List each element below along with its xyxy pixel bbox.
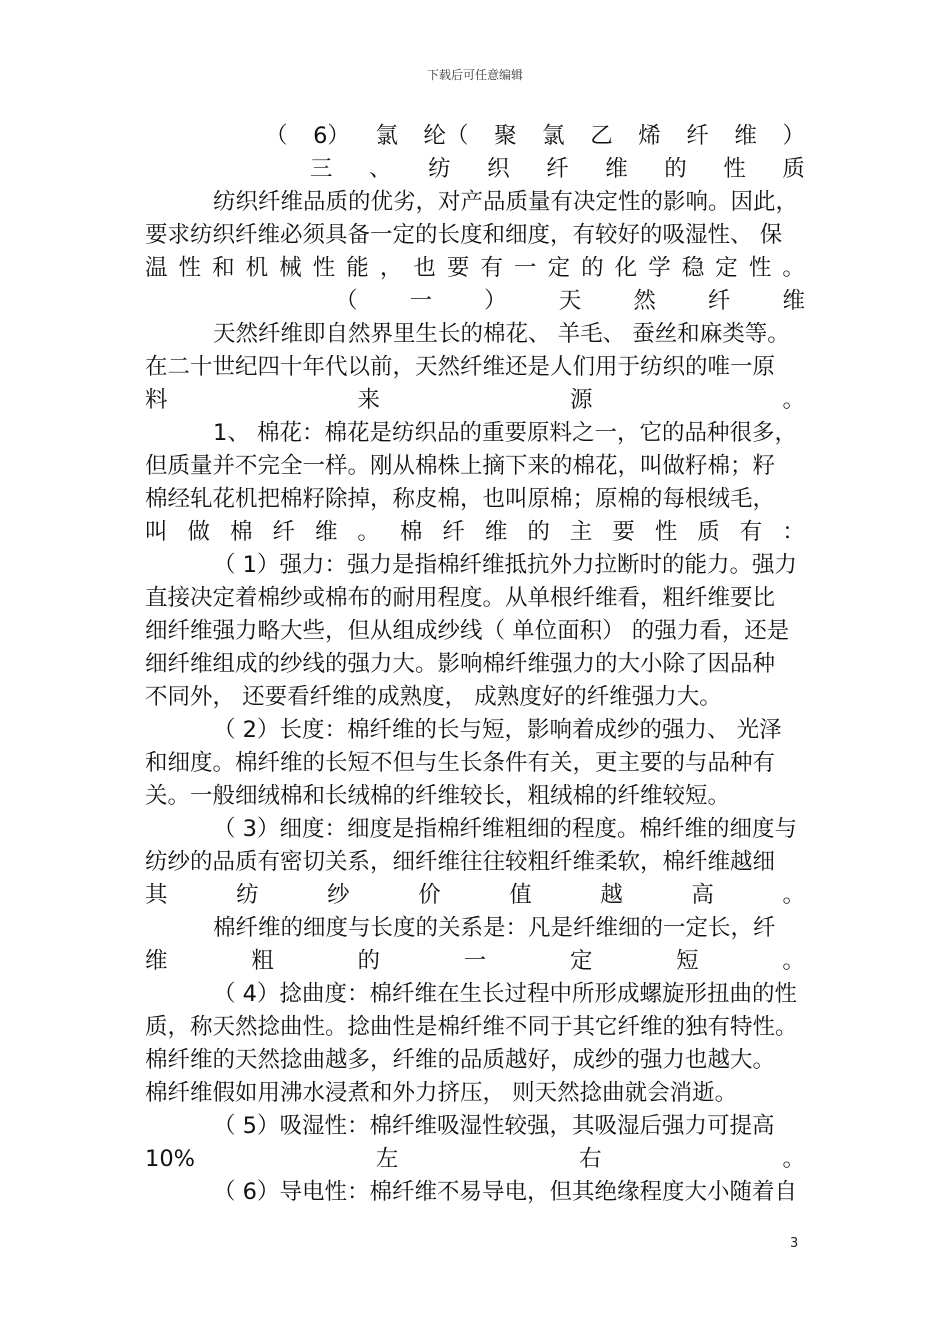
text-token: 定: [715, 255, 738, 281]
text-token: 要: [612, 519, 635, 545]
text-token: 左: [375, 1146, 399, 1172]
text-token: 质: [697, 519, 720, 545]
text-token: 。: [782, 387, 805, 413]
text-token: 纶（: [423, 123, 469, 149]
text-token: 烯: [638, 123, 661, 149]
text-token: 6）: [313, 123, 350, 149]
text-token: 叫: [145, 519, 168, 545]
text-token: 有: [480, 255, 503, 281]
text-token: 纺: [428, 156, 451, 182]
text-line: （ 5）吸湿性：棉纤维吸湿性较强，其吸湿后强力可提高: [213, 1113, 775, 1139]
text-token: 的: [581, 255, 604, 281]
text-token: ：: [782, 519, 805, 545]
text-token: 氯: [542, 123, 565, 149]
text-token: （: [265, 123, 288, 149]
text-token: ）: [484, 288, 507, 314]
text-token: 纱: [327, 882, 350, 908]
text-token: 维: [782, 288, 805, 314]
document-body: [145, 120, 805, 1209]
text-token: 性: [178, 255, 202, 281]
text-token: 的: [664, 156, 687, 182]
text-line: 直接决定着棉纱或棉布的耐用程度。从单根纤维看，粗纤维要比: [145, 585, 776, 611]
text-line: （ 6）导电性：棉纤维不易导电，但其绝缘程度大小随着自: [213, 1179, 797, 1205]
text-token: 稳: [681, 255, 705, 281]
text-token: 一: [514, 255, 537, 281]
text-token: 高: [691, 882, 714, 908]
page-number: 3: [790, 1236, 799, 1251]
text-token: 温: [145, 255, 168, 281]
text-line: 纺纱的品质有密切关系，细纤维往往较粗纤维柔软，棉纤维越细: [145, 849, 776, 875]
text-token: 纺: [236, 882, 259, 908]
page-header: 下载后可任意编辑: [426, 68, 523, 82]
text-token: 维: [605, 156, 628, 182]
text-token: 三: [310, 156, 333, 182]
text-token: 10%: [145, 1146, 196, 1172]
text-line: [145, 516, 805, 549]
text-line: [145, 945, 805, 978]
text-token: 天: [558, 288, 582, 314]
text-token: ）: [782, 123, 805, 149]
text-token: 定: [569, 948, 593, 974]
text-token: 。: [357, 519, 380, 545]
text-token: 棉: [399, 519, 423, 545]
text-line: [145, 879, 805, 912]
text-token: 定: [547, 255, 571, 281]
text-token: 织: [487, 156, 510, 182]
text-token: 做: [187, 519, 210, 545]
text-token: 机: [245, 255, 269, 281]
text-token: 棉: [229, 519, 253, 545]
text-line: 棉纤维假如用沸水浸煮和外力挤压， 则天然捻曲就会消逝。: [145, 1080, 738, 1106]
text-token: 和: [212, 255, 235, 281]
text-token: 性: [723, 156, 746, 182]
text-token: 粗: [251, 948, 274, 974]
text-token: 有: [739, 519, 763, 545]
text-line: 天然纤维即自然界里生长的棉花、 羊毛、 蚕丝和麻类等。: [213, 321, 790, 347]
text-token: 要: [446, 255, 470, 281]
text-line: 不同外， 还要看纤维的成熟度， 成熟度好的纤维强力大。: [145, 684, 722, 710]
text-line: 细纤维强力略大些，但从组成纱线（ 单位面积） 的强力看，还是: [145, 618, 790, 644]
text-token: 纤: [272, 519, 295, 545]
text-line: （ 4）捻曲度：棉纤维在生长过程中所形成螺旋形扭曲的性: [213, 981, 797, 1007]
text-line: 但质量并不完全一样。刚从棉株上摘下来的棉花，叫做籽棉；籽: [145, 453, 776, 479]
text-token: 料: [145, 387, 168, 413]
text-line: 和细度。棉纤维的长短不但与生长条件有关，更主要的与品种有: [145, 750, 776, 776]
text-line: 棉经轧花机把棉籽除掉，称皮棉，也叫原棉；原棉的每根绒毛，: [145, 486, 776, 512]
text-token: 一: [409, 288, 433, 314]
text-line: 质，称天然捻曲性。捻曲性是棉纤维不同于其它纤维的独有特性。: [145, 1014, 798, 1040]
text-token: 短: [676, 948, 699, 974]
text-line: 1、 棉花：棉花是纺织品的重要原料之一，它的品种很多，: [213, 420, 797, 446]
text-line: [145, 384, 805, 417]
text-token: 越: [600, 882, 623, 908]
text-line: 棉纤维的天然捻曲越多，纤维的品质越好，成纱的强力也越大。: [145, 1047, 776, 1073]
text-token: 。: [782, 882, 805, 908]
text-token: 。: [782, 255, 805, 281]
text-token: 维: [734, 123, 757, 149]
text-token: 性: [654, 519, 678, 545]
text-line: 细纤维组成的纱线的强力大。影响棉纤维强力的大小除了因品种: [145, 651, 776, 677]
text-token: 源: [569, 387, 593, 413]
text-token: 维: [484, 519, 508, 545]
text-line: [145, 153, 805, 186]
text-token: 性: [312, 255, 336, 281]
text-token: 。: [782, 1146, 805, 1172]
text-token: 主: [569, 519, 593, 545]
text-token: 也: [413, 255, 436, 281]
text-token: 然: [633, 288, 656, 314]
text-line: 棉纤维的细度与长度的关系是：凡是纤维细的一定长，纤: [213, 915, 776, 941]
text-token: 。: [782, 948, 805, 974]
text-token: 纤: [442, 519, 465, 545]
text-line: [145, 252, 805, 285]
text-line: 在二十世纪四十年代以前，天然纤维还是人们用于纺织的唯一原: [145, 354, 776, 380]
text-line: （ 2）长度：棉纤维的长与短，影响着成纱的强力、 光泽: [213, 717, 782, 743]
text-token: 性: [748, 255, 772, 281]
text-line: 关。一般细绒棉和长绒棉的纤维较长，粗绒棉的纤维较短。: [145, 783, 731, 809]
text-token: 质: [782, 156, 805, 182]
text-token: 其: [145, 882, 168, 908]
text-token: ，: [379, 255, 403, 281]
text-line: [145, 285, 805, 318]
text-token: 氯: [375, 123, 398, 149]
text-line: [145, 1143, 805, 1176]
text-line: [145, 120, 805, 153]
text-token: 维: [314, 519, 338, 545]
text-token: 聚: [494, 123, 517, 149]
text-token: 维: [145, 948, 168, 974]
text-line: （ 1）强力：强力是指棉纤维抵抗外力拉断时的能力。强力: [213, 552, 797, 578]
text-token: 纤: [707, 288, 731, 314]
text-token: 的: [527, 519, 550, 545]
text-token: 学: [648, 255, 671, 281]
text-token: （: [335, 288, 358, 314]
text-line: （ 3）细度：细度是指棉纤维粗细的程度。棉纤维的细度与: [213, 816, 797, 842]
text-token: 纤: [546, 156, 569, 182]
text-token: 价: [418, 882, 441, 908]
text-token: 乙: [590, 123, 613, 149]
text-token: 一: [463, 948, 487, 974]
text-line: 要求纺织纤维必须具备一定的长度和细度，有较好的吸湿性、 保: [145, 222, 783, 248]
text-token: 化: [614, 255, 638, 281]
text-token: 来: [357, 387, 380, 413]
text-token: 纤: [686, 123, 709, 149]
text-token: 械: [279, 255, 302, 281]
text-token: 能: [346, 255, 369, 281]
text-token: 值: [509, 882, 532, 908]
text-token: 右: [579, 1146, 602, 1172]
text-line: 纺织纤维品质的优劣，对产品质量有决定性的影响。因此，: [213, 189, 799, 215]
text-token: 的: [357, 948, 380, 974]
text-token: 、: [369, 156, 392, 182]
